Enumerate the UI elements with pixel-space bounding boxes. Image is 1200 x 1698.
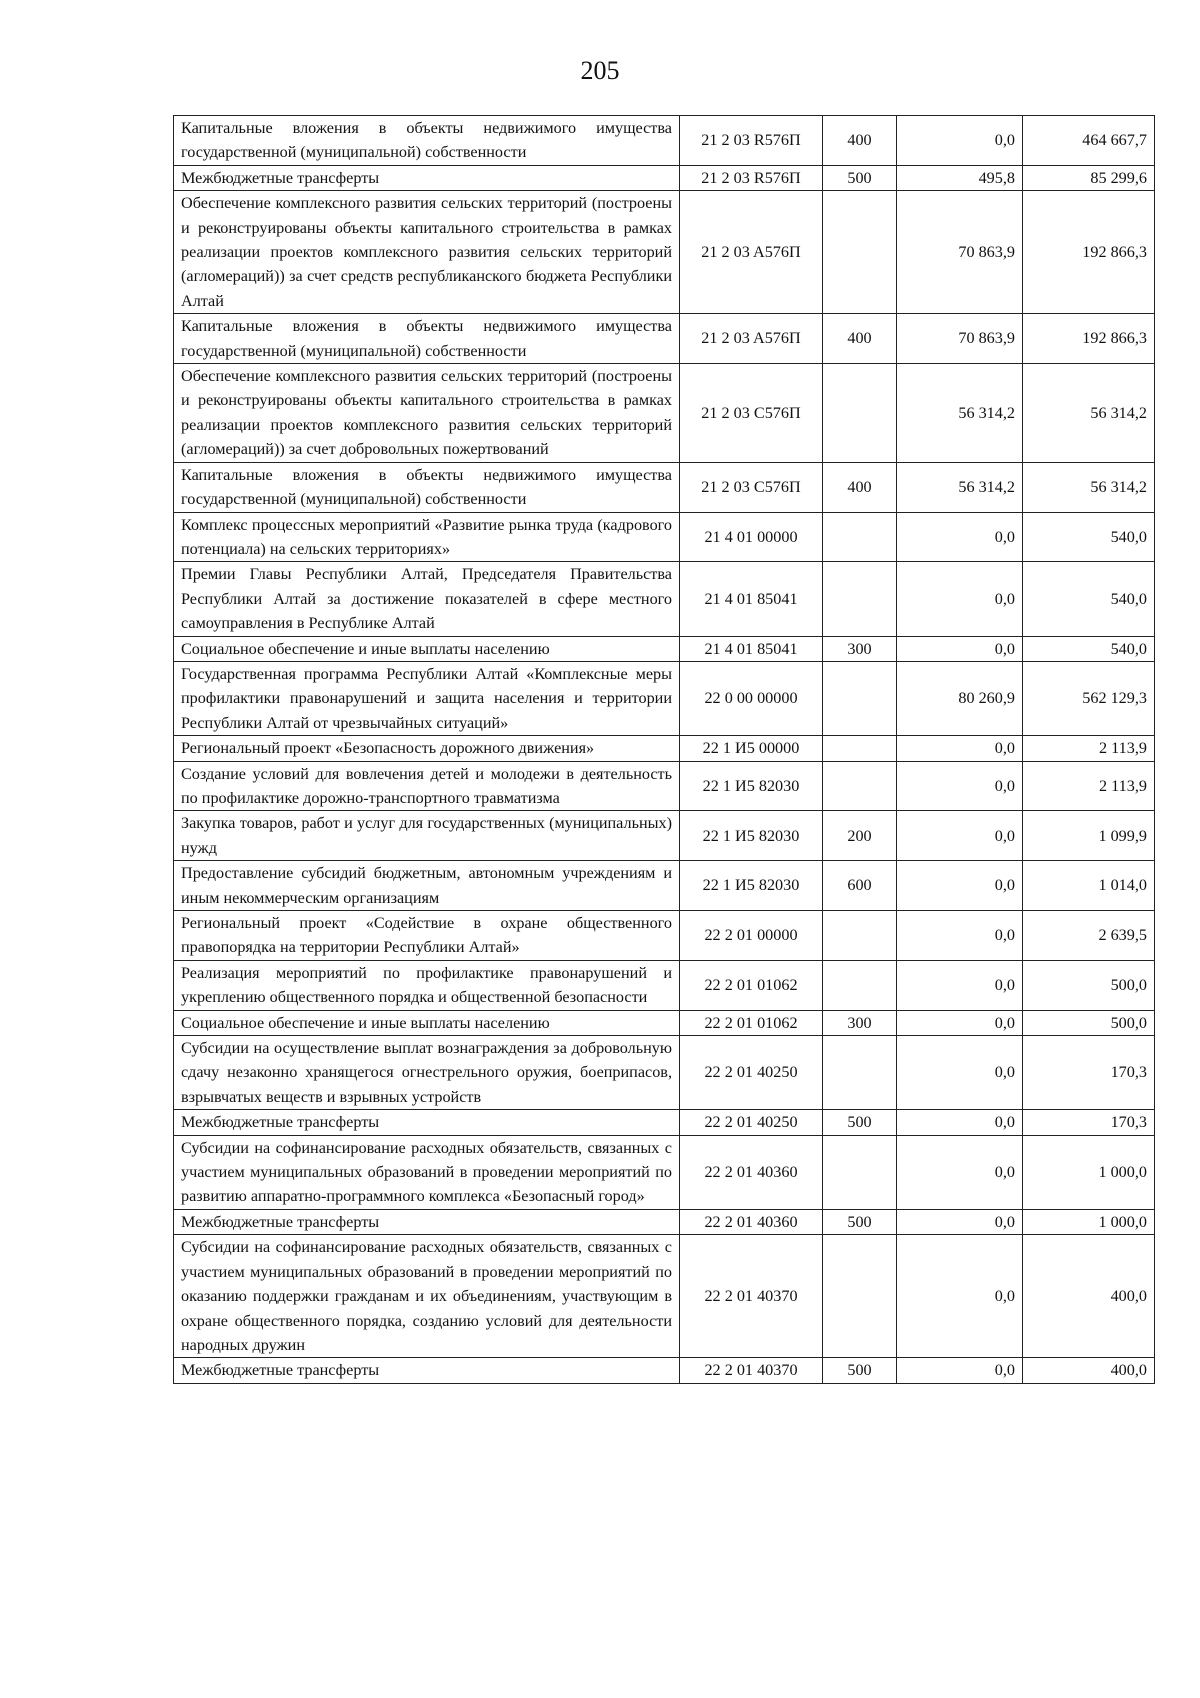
row-code: 22 1 И5 00000 xyxy=(680,736,823,761)
row-name: Социальное обеспечение и иные выплаты населению xyxy=(174,1010,680,1035)
row-name: Комплекс процессных мероприятий «Развитие рынка труда (кадрового потенциала) на сельских территориях» xyxy=(174,512,680,562)
row-name: Межбюджетные трансферты xyxy=(174,1110,680,1135)
table-row xyxy=(174,364,1155,463)
row-name: Региональный проект «Содействие в охране общественного правопорядка на территории Республики Алтай» xyxy=(174,911,680,961)
row-name: Межбюджетные трансферты xyxy=(174,1358,680,1383)
row-amount-2: 85 299,6 xyxy=(1023,165,1155,190)
row-code: 22 2 01 40360 xyxy=(680,1209,823,1234)
row-amount-1: 0,0 xyxy=(897,911,1023,961)
row-amount-2: 170,3 xyxy=(1023,1110,1155,1135)
row-code: 22 2 01 40370 xyxy=(680,1358,823,1383)
row-code: 22 0 00 00000 xyxy=(680,661,823,735)
row-expense-type xyxy=(823,1135,897,1209)
row-amount-1: 70 863,9 xyxy=(897,191,1023,314)
row-expense-type xyxy=(823,761,897,811)
table-row xyxy=(174,512,1155,562)
table-row xyxy=(174,1135,1155,1209)
row-expense-type xyxy=(823,191,897,314)
table-row xyxy=(174,1235,1155,1358)
row-amount-2: 540,0 xyxy=(1023,636,1155,661)
row-amount-1: 0,0 xyxy=(897,636,1023,661)
budget-table xyxy=(173,115,1155,1384)
row-expense-type: 500 xyxy=(823,1358,897,1383)
row-code: 21 2 03 A576П xyxy=(680,191,823,314)
table-row xyxy=(174,462,1155,512)
row-amount-2: 540,0 xyxy=(1023,512,1155,562)
row-amount-2: 56 314,2 xyxy=(1023,462,1155,512)
row-expense-type xyxy=(823,364,897,463)
row-name: Межбюджетные трансферты xyxy=(174,1209,680,1234)
table-row xyxy=(174,314,1155,364)
row-amount-1: 495,8 xyxy=(897,165,1023,190)
row-amount-1: 0,0 xyxy=(897,1110,1023,1135)
table-row xyxy=(174,191,1155,314)
table-row xyxy=(174,1110,1155,1135)
row-name: Межбюджетные трансферты xyxy=(174,165,680,190)
table-row xyxy=(174,1010,1155,1035)
row-name: Государственная программа Республики Алтай «Комплексные меры профилактики правонарушений и защита населения и территории Республики Алтай от чрезвычайных ситуаций» xyxy=(174,661,680,735)
page-number: 205 xyxy=(580,56,620,85)
row-expense-type xyxy=(823,661,897,735)
row-amount-2: 1 014,0 xyxy=(1023,861,1155,911)
row-code: 22 2 01 01062 xyxy=(680,1010,823,1035)
row-name: Субсидии на софинансирование расходных обязательств, связанных с участием муниципальных образований в проведении мероприятий по развитию аппаратно-программного комплекса «Безопасный город» xyxy=(174,1135,680,1209)
row-amount-1: 0,0 xyxy=(897,116,1023,166)
row-amount-2: 1 000,0 xyxy=(1023,1135,1155,1209)
row-amount-1: 0,0 xyxy=(897,761,1023,811)
table-row xyxy=(174,661,1155,735)
row-code: 22 2 01 00000 xyxy=(680,911,823,961)
row-expense-type xyxy=(823,1036,897,1110)
row-name: Капитальные вложения в объекты недвижимого имущества государственной (муниципальной) собственности xyxy=(174,116,680,166)
row-amount-1: 0,0 xyxy=(897,562,1023,636)
row-expense-type xyxy=(823,512,897,562)
row-amount-2: 400,0 xyxy=(1023,1235,1155,1358)
row-expense-type: 600 xyxy=(823,861,897,911)
row-name: Региональный проект «Безопасность дорожного движения» xyxy=(174,736,680,761)
table-row xyxy=(174,861,1155,911)
row-code: 21 4 01 85041 xyxy=(680,562,823,636)
row-amount-2: 1 000,0 xyxy=(1023,1209,1155,1234)
table-row xyxy=(174,116,1155,166)
table-row xyxy=(174,911,1155,961)
table-body xyxy=(174,116,1155,1384)
row-expense-type: 400 xyxy=(823,116,897,166)
row-amount-1: 0,0 xyxy=(897,1010,1023,1035)
row-amount-2: 2 639,5 xyxy=(1023,911,1155,961)
row-expense-type xyxy=(823,562,897,636)
row-code: 22 2 01 40370 xyxy=(680,1235,823,1358)
row-code: 21 4 01 00000 xyxy=(680,512,823,562)
row-amount-1: 70 863,9 xyxy=(897,314,1023,364)
row-amount-1: 0,0 xyxy=(897,512,1023,562)
row-name: Предоставление субсидий бюджетным, автономным учреждениям и иным некоммерческим организациям xyxy=(174,861,680,911)
table-row xyxy=(174,562,1155,636)
row-amount-1: 56 314,2 xyxy=(897,462,1023,512)
row-name: Субсидии на осуществление выплат вознаграждения за добровольную сдачу незаконно хранящегося огнестрельного оружия, боеприпасов, взрывчатых веществ и взрывных устройств xyxy=(174,1036,680,1110)
row-amount-1: 0,0 xyxy=(897,1358,1023,1383)
row-code: 21 2 03 R576П xyxy=(680,165,823,190)
table-row xyxy=(174,761,1155,811)
row-amount-2: 56 314,2 xyxy=(1023,364,1155,463)
row-expense-type: 300 xyxy=(823,636,897,661)
row-amount-2: 2 113,9 xyxy=(1023,736,1155,761)
row-amount-1: 56 314,2 xyxy=(897,364,1023,463)
row-code: 21 2 03 C576П xyxy=(680,462,823,512)
row-amount-1: 80 260,9 xyxy=(897,661,1023,735)
row-code: 22 1 И5 82030 xyxy=(680,811,823,861)
row-amount-2: 562 129,3 xyxy=(1023,661,1155,735)
row-name: Социальное обеспечение и иные выплаты населению xyxy=(174,636,680,661)
row-amount-1: 0,0 xyxy=(897,1135,1023,1209)
table-row xyxy=(174,811,1155,861)
row-expense-type: 500 xyxy=(823,165,897,190)
row-amount-1: 0,0 xyxy=(897,1209,1023,1234)
row-amount-2: 170,3 xyxy=(1023,1036,1155,1110)
row-amount-1: 0,0 xyxy=(897,960,1023,1010)
row-amount-2: 540,0 xyxy=(1023,562,1155,636)
table-row xyxy=(174,1358,1155,1383)
row-amount-2: 192 866,3 xyxy=(1023,191,1155,314)
row-expense-type: 200 xyxy=(823,811,897,861)
row-amount-1: 0,0 xyxy=(897,1036,1023,1110)
table-row xyxy=(174,960,1155,1010)
row-code: 22 2 01 40250 xyxy=(680,1036,823,1110)
row-name: Субсидии на софинансирование расходных обязательств, связанных с участием муниципальных образований в проведении мероприятий по оказанию поддержки гражданам и их объединениям, участвующим в охране общественного порядка, созданию условий для деятельности народных дружин xyxy=(174,1235,680,1358)
row-amount-1: 0,0 xyxy=(897,811,1023,861)
table-row xyxy=(174,1209,1155,1234)
row-name: Капитальные вложения в объекты недвижимого имущества государственной (муниципальной) собственности xyxy=(174,462,680,512)
row-expense-type xyxy=(823,911,897,961)
row-expense-type: 500 xyxy=(823,1110,897,1135)
row-code: 22 2 01 40360 xyxy=(680,1135,823,1209)
row-name: Обеспечение комплексного развития сельских территорий (построены и реконструированы объекты капитального строительства в рамках реализации проектов комплексного развития сельских территорий (агломераций)) за счет средств республиканского бюджета Республики Алтай xyxy=(174,191,680,314)
row-amount-1: 0,0 xyxy=(897,861,1023,911)
row-amount-1: 0,0 xyxy=(897,736,1023,761)
row-code: 22 1 И5 82030 xyxy=(680,761,823,811)
table-row xyxy=(174,636,1155,661)
row-name: Обеспечение комплексного развития сельских территорий (построены и реконструированы объекты капитального строительства в рамках реализации проектов комплексного развития сельских территорий (агломераций)) за счет добровольных пожертвований xyxy=(174,364,680,463)
row-code: 21 2 03 R576П xyxy=(680,116,823,166)
row-expense-type: 500 xyxy=(823,1209,897,1234)
row-name: Закупка товаров, работ и услуг для государственных (муниципальных) нужд xyxy=(174,811,680,861)
table-row xyxy=(174,165,1155,190)
row-expense-type: 400 xyxy=(823,462,897,512)
row-code: 22 1 И5 82030 xyxy=(680,861,823,911)
table-row xyxy=(174,1036,1155,1110)
table-row xyxy=(174,736,1155,761)
row-expense-type: 400 xyxy=(823,314,897,364)
row-expense-type xyxy=(823,736,897,761)
row-code: 21 2 03 A576П xyxy=(680,314,823,364)
row-name: Создание условий для вовлечения детей и молодежи в деятельность по профилактике дорожно-транспортного травматизма xyxy=(174,761,680,811)
row-amount-2: 192 866,3 xyxy=(1023,314,1155,364)
row-name: Премии Главы Республики Алтай, Председателя Правительства Республики Алтай за достижение показателей в сфере местного самоуправления в Республике Алтай xyxy=(174,562,680,636)
row-code: 21 2 03 C576П xyxy=(680,364,823,463)
row-amount-2: 1 099,9 xyxy=(1023,811,1155,861)
row-name: Капитальные вложения в объекты недвижимого имущества государственной (муниципальной) собственности xyxy=(174,314,680,364)
row-code: 22 2 01 40250 xyxy=(680,1110,823,1135)
row-expense-type xyxy=(823,1235,897,1358)
row-amount-2: 500,0 xyxy=(1023,1010,1155,1035)
row-name: Реализация мероприятий по профилактике правонарушений и укреплению общественного порядка и общественной безопасности xyxy=(174,960,680,1010)
row-amount-1: 0,0 xyxy=(897,1235,1023,1358)
row-expense-type: 300 xyxy=(823,1010,897,1035)
row-amount-2: 500,0 xyxy=(1023,960,1155,1010)
row-expense-type xyxy=(823,960,897,1010)
row-amount-2: 400,0 xyxy=(1023,1358,1155,1383)
row-amount-2: 464 667,7 xyxy=(1023,116,1155,166)
row-code: 21 4 01 85041 xyxy=(680,636,823,661)
row-amount-2: 2 113,9 xyxy=(1023,761,1155,811)
row-code: 22 2 01 01062 xyxy=(680,960,823,1010)
